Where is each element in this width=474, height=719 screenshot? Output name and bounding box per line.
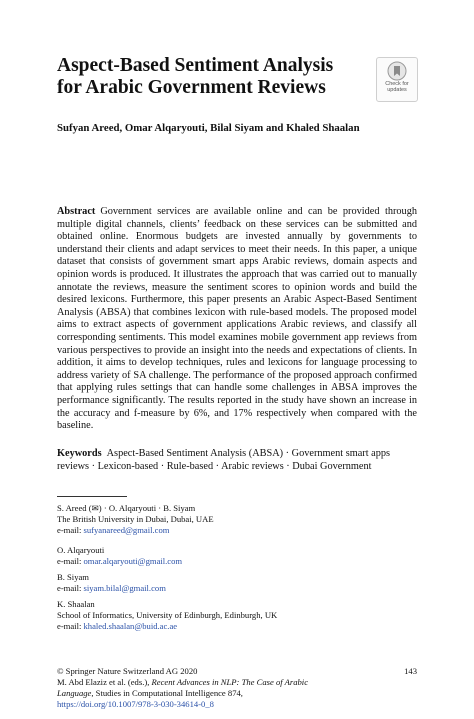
citation-suffix: , Studies in Computational Intelligence 874, [91,688,243,698]
title-line-1: Aspect-Based Sentiment Analysis [57,55,334,76]
copyright-line: © Springer Nature Switzerland AG 2020 [57,666,198,676]
bookmark-ribbon-icon [387,61,407,81]
affiliation-institution: School of Informatics, University of Edinburgh, Edinburgh, UK [57,610,278,620]
doi-line [57,699,417,710]
keywords-text: Aspect-Based Sentiment Analysis (ABSA) · Government smart apps reviews · Lexicon-based · Rule-based · Arabic reviews · Dubai Government [57,448,391,472]
affiliation-author: B. Siyam [57,572,89,582]
affiliation-block-2 [57,545,417,567]
paper-title [57,55,357,99]
affiliation-email-row [57,583,417,594]
citation-book-title-end: Language [57,688,92,698]
footnote-divider [57,496,127,497]
citation-line-2 [57,688,417,699]
affiliation-email-row [57,525,417,536]
badge-text-line-2: updates [387,87,407,93]
citation-book-title: Recent Advances in NLP: The Case of Arabic [151,677,309,687]
citation-line-1 [57,677,417,688]
title-line-2: for Arabic Government Reviews [57,77,326,98]
affiliation-institution: The British University in Dubai, Dubai, UAE [57,514,214,524]
author-list: Sufyan Areed, Omar Alqaryouti, Bilal Siyam and Khaled Shaalan [57,122,360,134]
email-label: e-mail: [57,583,84,593]
affiliation-block-3 [57,572,417,594]
abstract-text: Government services are available online and can be provided through multiple digital channels, clients’ feedback on these services can be submitted and obtained online. Enormous budgets are invested annually by governments to understand their clients and adapt services to meet their needs. In this paper, a unique dataset that consists of government smart apps Arabic reviews, domain aspects and opinion words is produced. It illustrates the approach that was carried out to manually annotate the reviews, measure the sentiment scores to opinion words and build the desired lexicons. Furthermore, this paper presents an Arabic Aspect-Based Sentiment Analysis (ABSA) that combines lexicon with rule-based models. The proposed model aims to extract aspects of government applications Arabic reviews, and classify all corresponding sentiments. This model examines mobile government app reviews from various perspectives to provide an insight into the needs and expectations of clients. In addition, it aims to develop techniques, rules and lexicons for language processing to address variety of SA challenge. The performance of the proposed approach confirmed that applying rules settings that can handle some challenges in ABSA improves the performance significantly. The results reported in the study have shown an increase in the accuracy and f-measure by 6%, and 17% respectively when compared with the baseline. [57,206,417,432]
doi-link[interactable]: https://doi.org/10.1007/978-3-030-34614-0_8 [57,699,214,709]
affiliation-authors: S. Areed (✉) · O. Alqaryouti · B. Siyam [57,503,196,513]
page-number: 143 [404,666,417,676]
check-for-updates-badge[interactable] [376,57,418,102]
email-label: e-mail: [57,556,84,566]
email-label: e-mail: [57,621,84,631]
email-link[interactable]: omar.alqaryouti@gmail.com [83,556,183,566]
affiliation-email-row [57,621,417,632]
affiliation-email-row [57,556,417,567]
citation-prefix: M. Abd Elaziz et al. (eds.), [57,677,152,687]
email-link[interactable]: khaled.shaalan@buid.ac.ae [83,621,178,631]
email-link[interactable]: sufyanareed@gmail.com [83,525,170,535]
abstract-label: Abstract [57,206,96,217]
page-footer [57,666,417,710]
email-label: e-mail: [57,525,84,535]
keywords [57,448,417,473]
email-link[interactable]: siyam.bilal@gmail.com [83,583,166,593]
keywords-label: Keywords [57,448,102,459]
affiliation-block-1 [57,503,417,536]
abstract [57,206,417,433]
affiliation-author: K. Shaalan [57,599,95,609]
badge-text-line-1: Check for [385,81,409,87]
affiliation-block-4 [57,599,417,632]
affiliation-author: O. Alqaryouti [57,545,105,555]
